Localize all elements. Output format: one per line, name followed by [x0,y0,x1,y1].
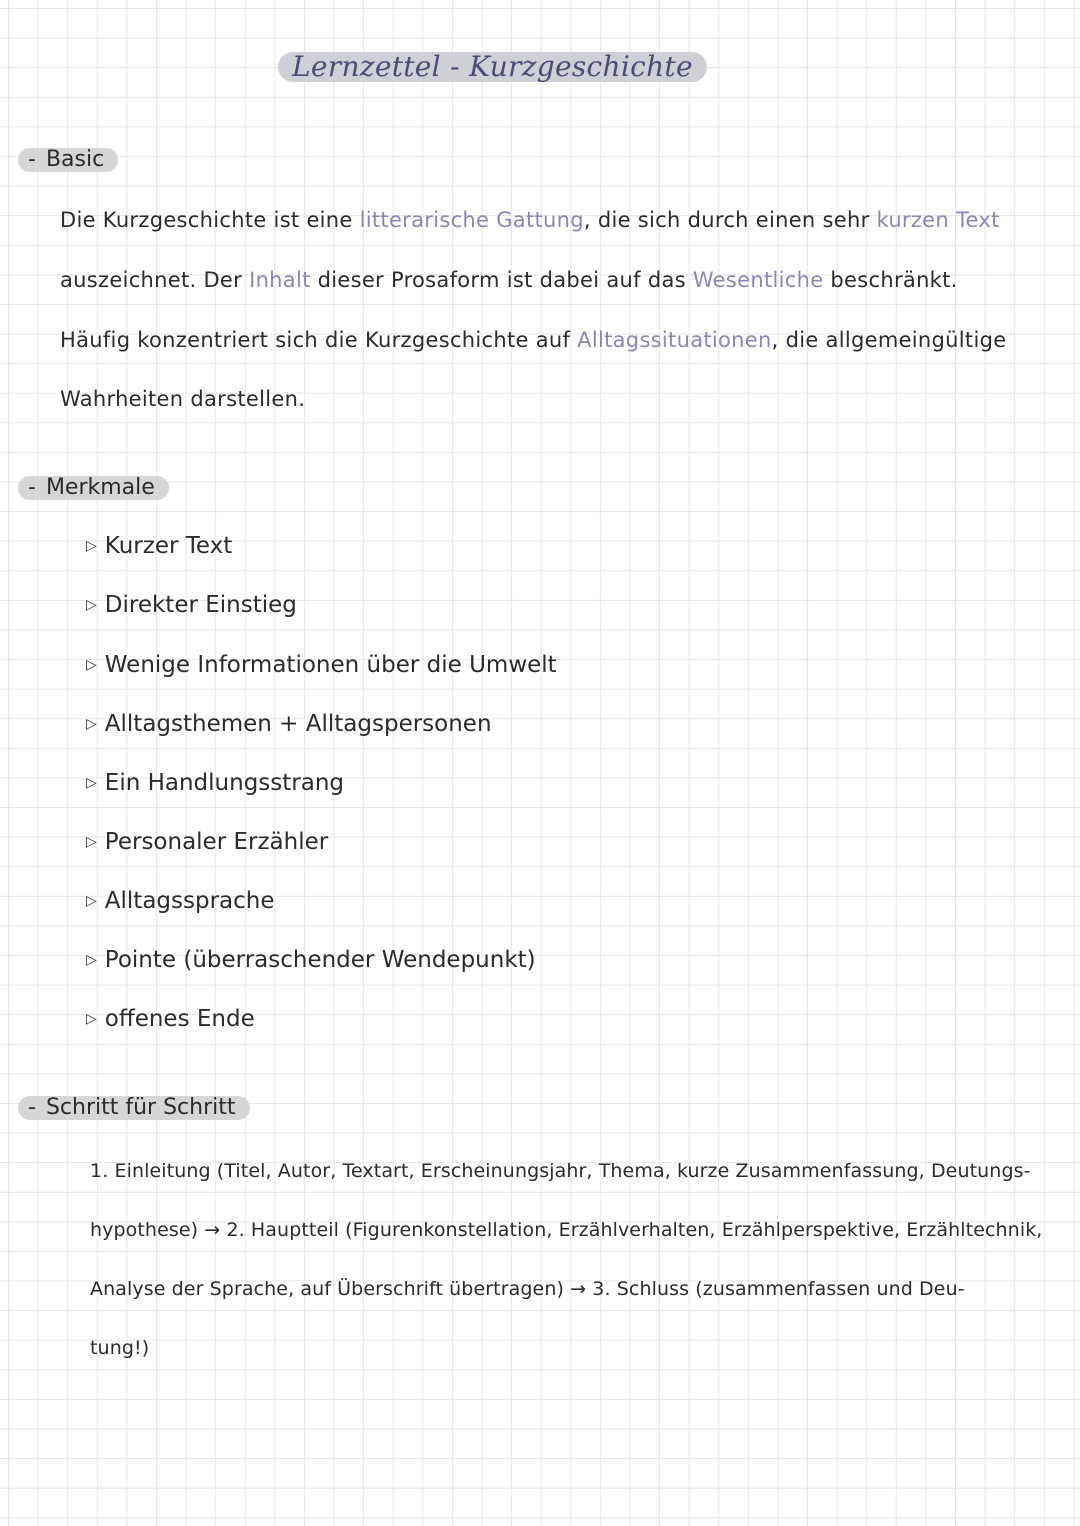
basic-line-1 [60,208,1000,232]
section-heading-schritt [18,1096,250,1120]
merkmal-item [86,652,557,678]
basic-line-4 [60,387,305,411]
heading-label: Merkmale [45,475,155,500]
heading-label: Schritt für Schritt [45,1095,236,1120]
merkmal-label: Pointe (überraschender Wendepunkt) [104,947,536,973]
highlighted-term: Inhalt [249,268,311,292]
text-segment: dieser Prosaform ist dabei auf das [310,268,693,292]
text-segment: , die allgemeingültige [771,328,1007,352]
merkmal-label: Alltagsthemen + Alltagspersonen [104,711,492,737]
highlighted-term: litterarische Gattung [359,208,584,232]
merkmal-label: Kurzer Text [104,533,233,559]
triangle-bullet-icon: ▷ [86,952,97,968]
merkmal-label: Ein Handlungsstrang [104,770,345,796]
merkmal-item [86,829,328,855]
page-title: Lernzettel - Kurzgeschichte [278,52,707,82]
merkmal-item [86,1006,255,1032]
schritt-line-1: 1. Einleitung (Titel, Autor, Textart, Erscheinungsjahr, Thema, kurze Zusammenfassung, Deutungs- [90,1160,1031,1182]
text-segment: Die Kurzgeschichte ist eine [60,208,360,232]
triangle-bullet-icon: ▷ [86,597,97,613]
triangle-bullet-icon: ▷ [86,716,97,732]
highlighted-term: Wesentliche [692,268,824,292]
merkmal-item [86,592,297,618]
heading-dash: - [28,475,36,500]
merkmal-label: Alltagssprache [104,888,275,914]
merkmal-item [86,711,492,737]
triangle-bullet-icon: ▷ [86,775,97,791]
text-segment: auszeichnet. Der [60,268,250,292]
merkmal-label: Wenige Informationen über die Umwelt [104,652,557,678]
section-heading-basic [18,148,118,172]
merkmal-label: Personaler Erzähler [104,829,329,855]
triangle-bullet-icon: ▷ [86,834,97,850]
schritt-line-2: hypothese) → 2. Hauptteil (Figurenkonstellation, Erzählverhalten, Erzählperspektive, Erzähltechnik, [90,1219,1043,1241]
basic-line-2 [60,268,958,292]
merkmal-item [86,533,232,559]
heading-label: Basic [45,147,105,172]
merkmal-item [86,770,344,796]
highlighted-term: Alltagssituationen [577,328,772,352]
merkmal-item [86,947,536,973]
highlighted-term: kurzen Text [876,208,1000,232]
merkmal-item [86,888,275,914]
text-segment: Häufig konzentriert sich die Kurzgeschichte auf [60,328,578,352]
triangle-bullet-icon: ▷ [86,538,97,554]
heading-dash: - [28,147,36,172]
text-segment: beschränkt. [823,268,958,292]
merkmal-label: offenes Ende [104,1006,255,1032]
schritt-line-3: Analyse der Sprache, auf Überschrift übertragen) → 3. Schluss (zusammenfassen und Deu- [90,1278,965,1300]
triangle-bullet-icon: ▷ [86,1011,97,1027]
text-segment: , die sich durch einen sehr [583,208,877,232]
section-heading-merkmale [18,476,169,500]
triangle-bullet-icon: ▷ [86,893,97,909]
heading-dash: - [28,1095,36,1120]
merkmal-label: Direkter Einstieg [104,592,297,618]
schritt-line-4: tung!) [90,1337,150,1359]
triangle-bullet-icon: ▷ [86,657,97,673]
basic-line-3 [60,328,1006,352]
text-segment: Wahrheiten darstellen. [60,387,306,411]
